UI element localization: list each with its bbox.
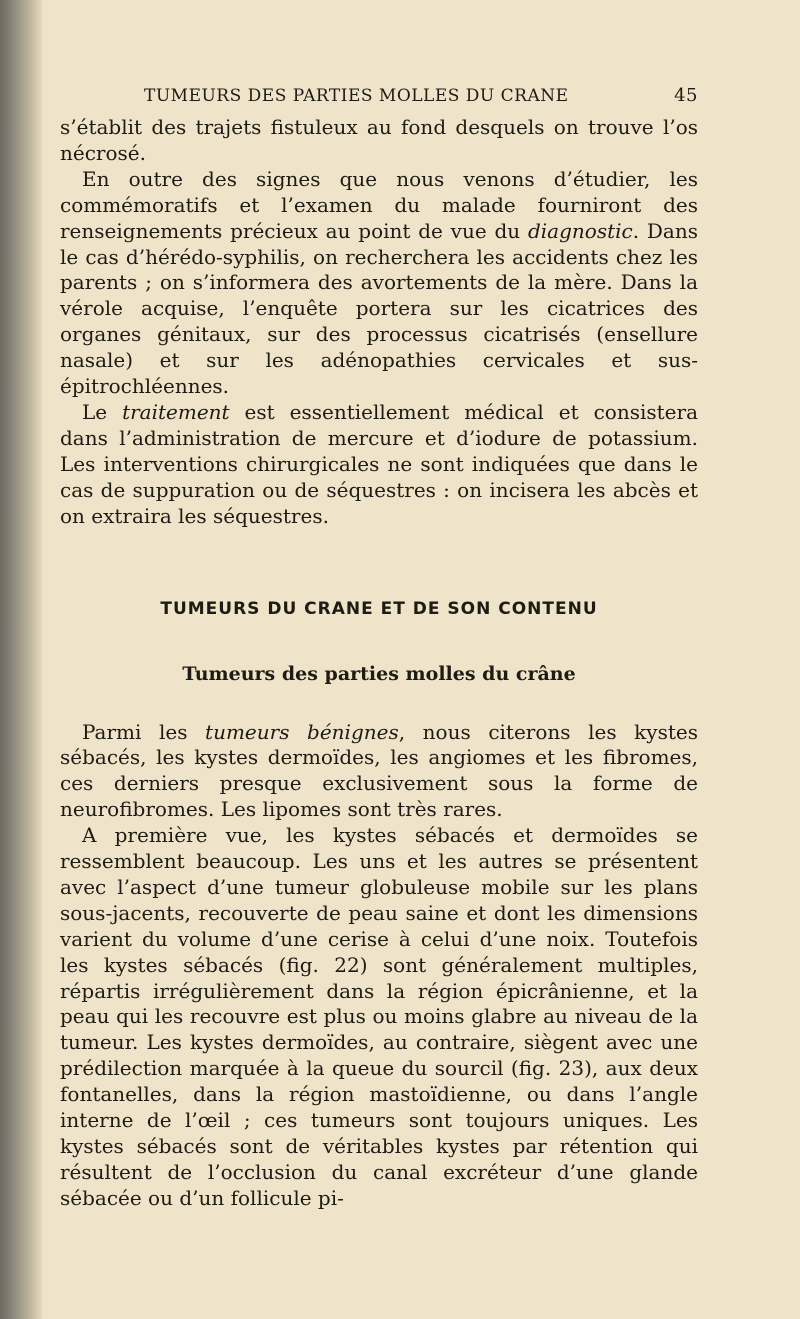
italic-term: traitement <box>122 399 230 424</box>
section-heading: TUMEURS DU CRANE ET DE SON CONTENU <box>160 598 598 619</box>
book-page <box>60 85 698 1212</box>
paragraph-text: est essentiellement médical et consistera dans l’administration de mercure et d’iodure de potassium. Les interventions chirurgicales ne sont indiquées que dans le cas de suppuration ou de séquestres : on incisera les abcès et on extraira les séquestres. <box>60 399 698 528</box>
body-text <box>60 115 698 530</box>
book-binding-shadow <box>0 0 42 1319</box>
running-title: TUMEURS DES PARTIES MOLLES DU CRANE <box>144 86 569 106</box>
body-text-section <box>60 720 698 1212</box>
paragraph-kystes: A première vue, les kystes sébacés et dermoïdes se ressemblent beaucoup. Les uns et les autres se présentent avec l’aspect d’une tumeur globuleuse mobile sur les plans sous-jacents, recouverte de peau saine et dont les dimensions varient du volume d’une cerise à celui d’une noix. Toutefois les kystes sébacés (fig. 22) sont généralement multiples, répartis irrégulièrement dans la région épicrânienne, et la peau qui les recouvre est plus ou moins glabre au niveau de la tumeur. Les kystes dermoïdes, au contraire, siègent avec une prédilection marquée à la queue du sourcil (fig. 23), aux deux fontanelles, dans la région mastoïdienne, ou dans l’angle interne de l’œil ; ces tumeurs sont toujours uniques. Les kystes sébacés sont de véritables kystes par rétention qui résultent de l’occlusion du canal excréteur d’une glande sébacée ou d’un follicule pi- <box>60 823 698 1210</box>
paragraph-text: . Dans le cas d’hérédo-syphilis, on recherchera les accidents chez les parents ; on s’informera des avortements de la mère. Dans la vérole acquise, l’enquête portera sur les cicatrices des organes génitaux, sur des processus cicatrisés (ensellure nasale) et sur les adénopathies cervicales et sus-épitrochléennes. <box>60 218 698 399</box>
page-number: 45 <box>674 85 698 106</box>
subsection-heading: Tumeurs des parties molles du crâne <box>182 662 576 685</box>
paragraph-continuation: s’établit des trajets fistuleux au fond desquels on trouve l’os nécrosé. <box>60 115 698 165</box>
paragraph-text: En outre des signes que nous venons d’étudier, les commémoratifs et l’examen du malade fourniront des renseignements précieux au point de vue du <box>60 166 698 243</box>
paragraph-diagnostic <box>60 167 698 400</box>
paragraph-tumeurs-benignes <box>60 720 698 824</box>
italic-term: tumeurs bénignes <box>205 719 399 744</box>
paragraph-text: Le <box>82 399 123 424</box>
paragraph-text: , nous citerons les kystes sébacés, les kystes dermoïdes, les angiomes et les fibromes, ces derniers presque exclusivement sous la forme de neurofibromes. Les lipomes sont très rares. <box>60 719 698 822</box>
paragraph-traitement <box>60 400 698 530</box>
italic-term: diagnostic <box>527 218 633 243</box>
running-header <box>60 85 698 115</box>
paragraph-text: Parmi les <box>82 719 206 744</box>
